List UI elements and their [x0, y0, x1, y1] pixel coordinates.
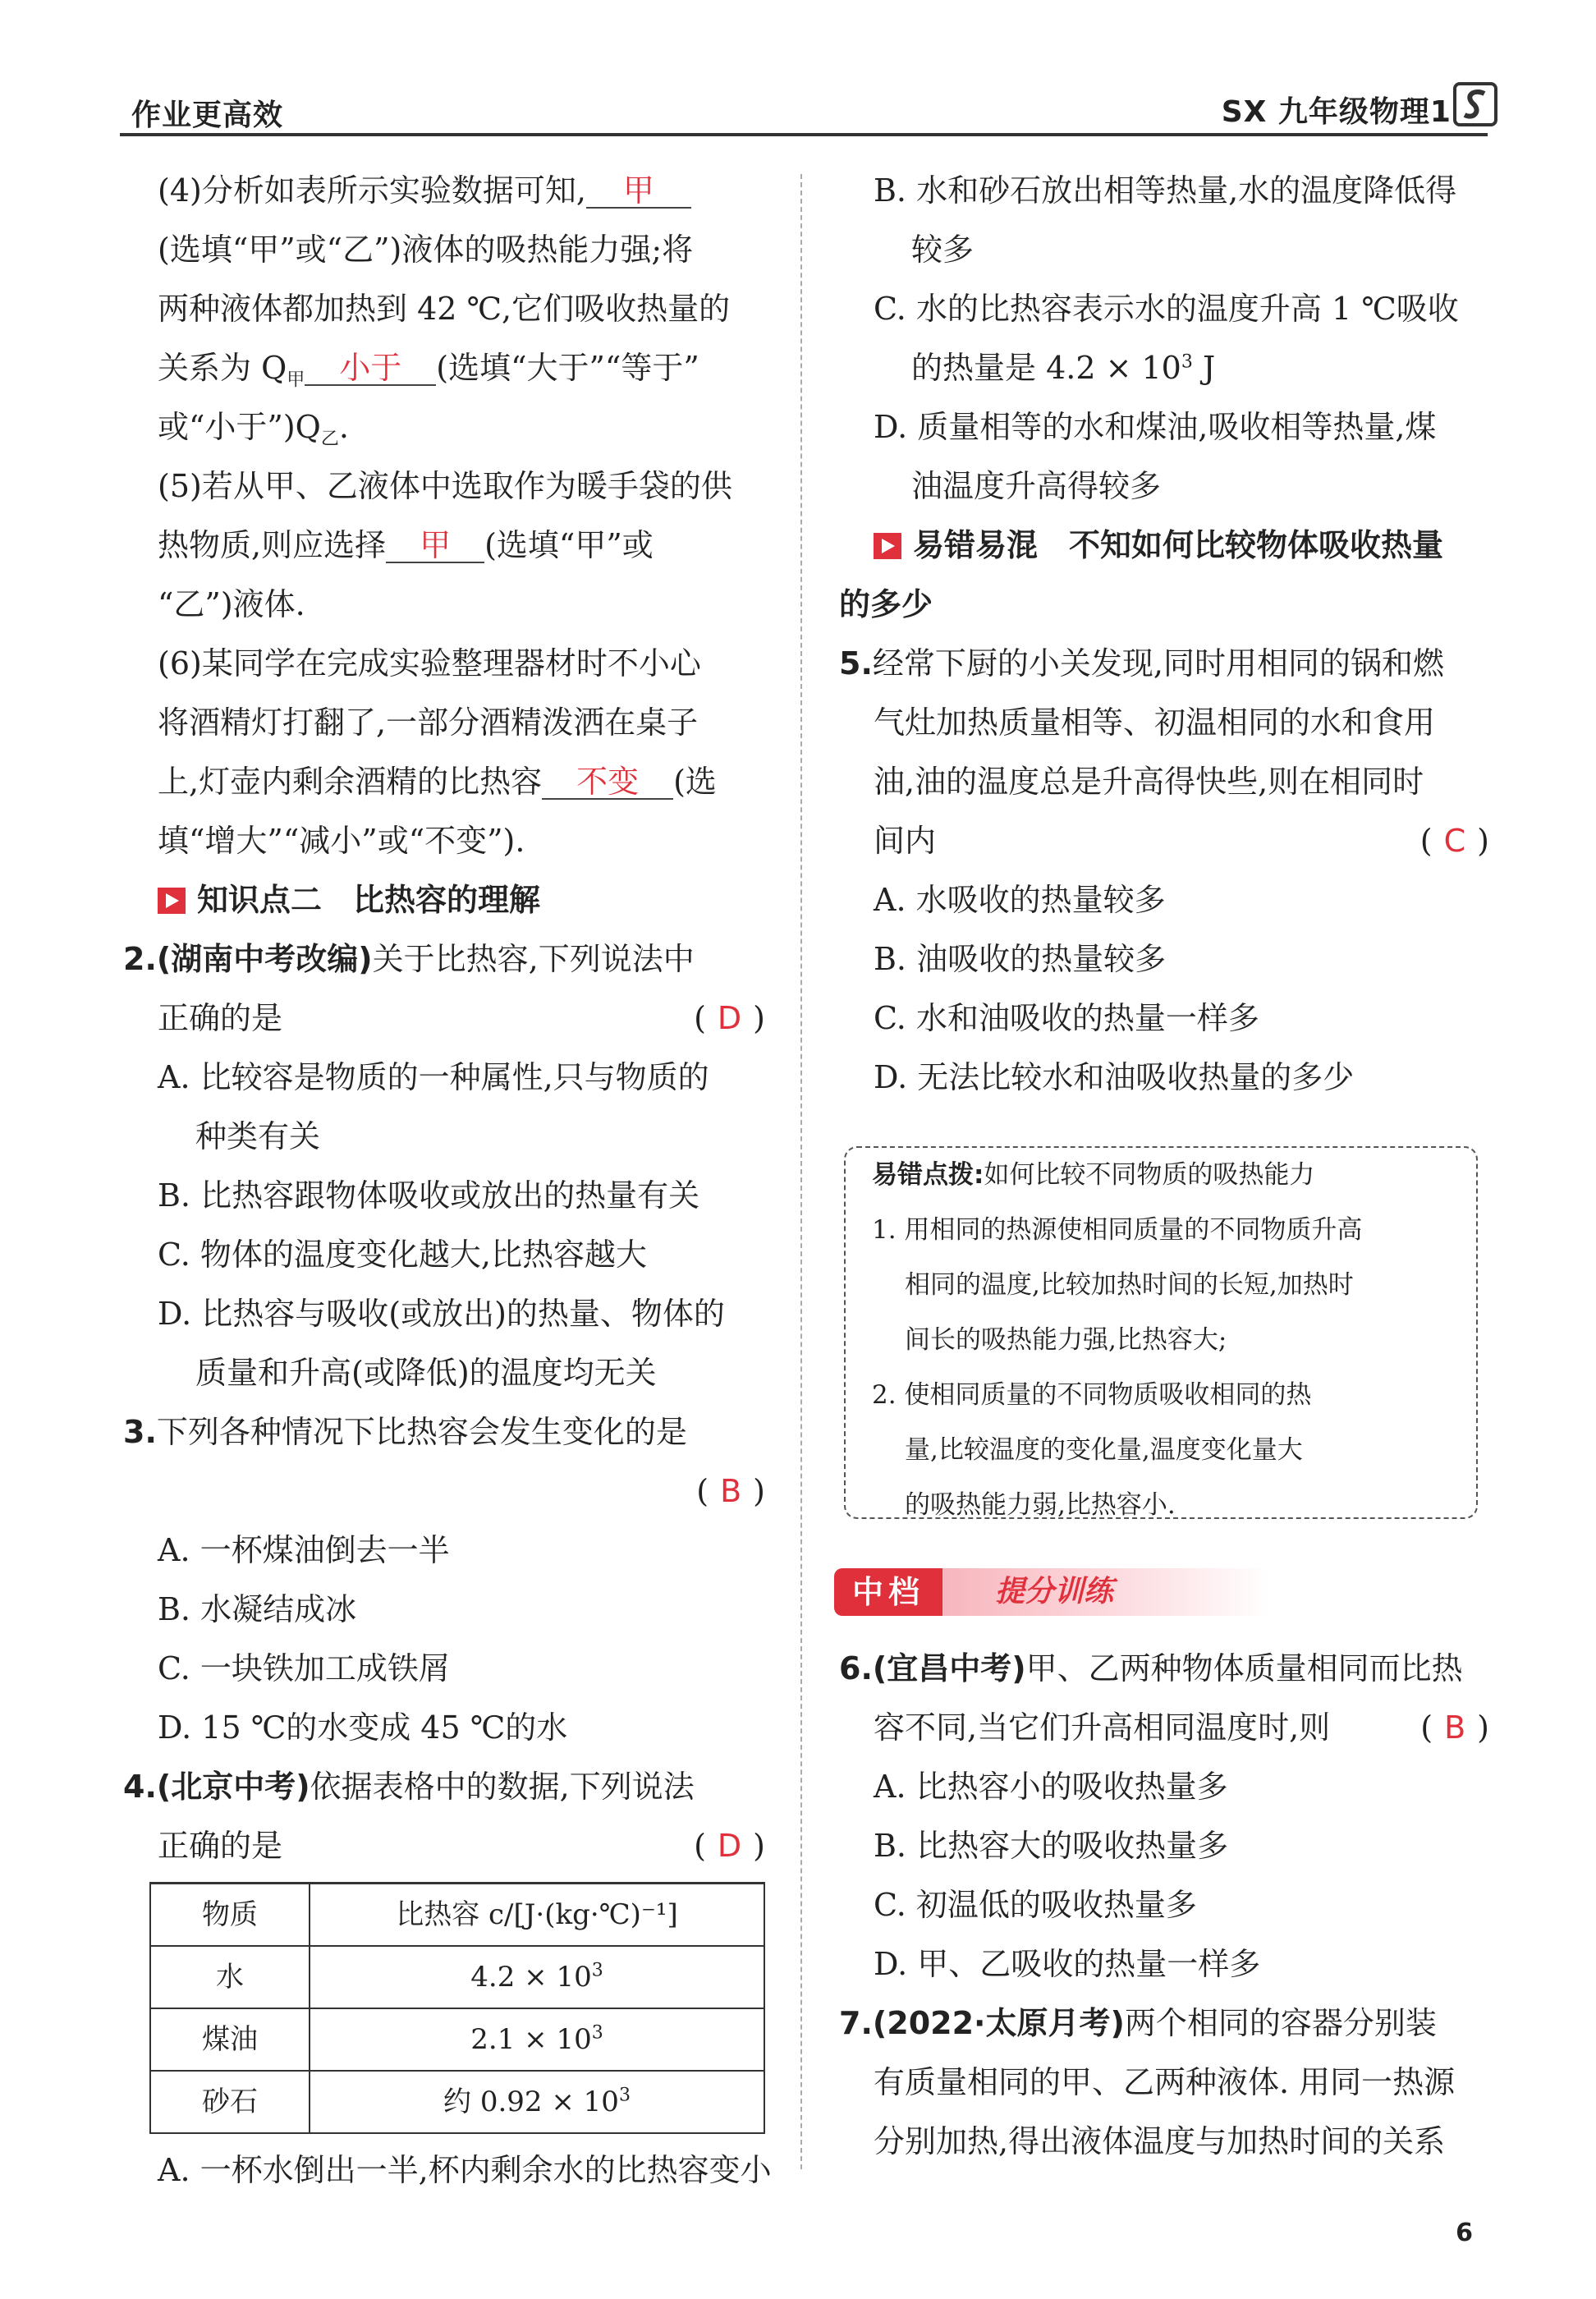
- q4-part4-line3: 两种液体都加热到 42 ℃,它们吸收热量的: [158, 291, 731, 327]
- answer-bracket: ( C ): [1419, 823, 1489, 859]
- question-4: 4.(北京中考)依据表格中的数据,下列说法: [123, 1769, 695, 1805]
- header-left-title: 作业更高效: [131, 99, 284, 132]
- q4-part5-line2: 热物质,则应选择 甲 (选填“甲”或: [158, 527, 654, 563]
- q4-part6-line1: (6)某同学在完成实验整理器材时不小心: [158, 645, 701, 681]
- badge-level: 中档: [834, 1568, 942, 1616]
- q4-option-c: C. 水的比热容表示水的温度升高 1 ℃吸收: [874, 291, 1459, 327]
- q6-option-a: A. 比热容小的吸收热量多: [874, 1769, 1228, 1805]
- q3-option-c: C. 一块铁加工成铁屑: [158, 1650, 450, 1686]
- q4-part6-line2: 将酒精灯打翻了,一部分酒精泼洒在桌子: [158, 704, 699, 741]
- q4-option-c-cont: 的热量是 $4.2 \times 10^3$ J: [911, 350, 1216, 386]
- table-row: 砂石 约 $0.92 \times 10^3$: [150, 2071, 764, 2133]
- answer-blank: 甲: [586, 174, 691, 209]
- q4-part6-line3: 上,灯壶内剩余酒精的比热容 不变 (选: [158, 764, 717, 800]
- q3-option-d: D. 15 ℃的水变成 45 ℃的水: [158, 1709, 568, 1746]
- q2-option-a-cont: 种类有关: [195, 1118, 321, 1154]
- question-7-line2: 有质量相同的甲、乙两种液体. 用同一热源: [874, 2064, 1456, 2100]
- q4-option-b-cont: 较多: [911, 232, 975, 268]
- q5-option-d: D. 无法比较水和油吸收热量的多少: [874, 1059, 1355, 1095]
- question-5-line2: 气灶加热质量相等、初温相同的水和食用: [874, 704, 1436, 741]
- question-3-answer-line: [123, 1462, 772, 1521]
- answer-bracket: ( B ): [696, 1473, 765, 1509]
- tip-point-1-cont: 间长的吸热能力强,比热容大;: [905, 1325, 1227, 1355]
- column-divider: [800, 174, 802, 2169]
- common-mistake-tip-box: [844, 1146, 1478, 1519]
- q4-part4-line1: (4)分析如表所示实验数据可知, 甲: [123, 161, 772, 220]
- question-3: 3.下列各种情况下比热容会发生变化的是: [123, 1414, 687, 1450]
- q4-option-d: D. 质量相等的水和煤油,吸收相等热量,煤: [874, 409, 1437, 445]
- publisher-logo-icon: [1453, 82, 1497, 126]
- q4-part4-line2: (选填“甲”或“乙”)液体的吸热能力强;将: [158, 232, 694, 268]
- table-row: 煤油 $2.1 \times 10^3$: [150, 2008, 764, 2071]
- tip-point-1: 1. 用相同的热源使相同质量的不同物质升高: [872, 1215, 1363, 1245]
- question-4-stem-end: 正确的是 ( D ): [123, 1816, 772, 1875]
- q4-part5-line1: (5)若从甲、乙液体中选取作为暖手袋的供: [158, 468, 732, 504]
- tip-point-2-cont: 量,比较温度的变化量,温度变化量大: [905, 1435, 1303, 1465]
- badge-label: 提分训练: [995, 1575, 1114, 1608]
- q6-option-d: D. 甲、乙吸收的热量一样多: [874, 1946, 1261, 1982]
- question-5: 5.经常下厨的小关发现,同时用相同的锅和燃: [839, 645, 1444, 681]
- q2-option-d: D. 比热容与吸收(或放出)的热量、物体的: [158, 1296, 725, 1332]
- q4-part6-line4: 填“增大”“减小”或“不变”).: [158, 823, 525, 859]
- question-6-line2: 容不同,当它们升高相同温度时,则 ( B ): [839, 1698, 1496, 1757]
- q5-option-c: C. 水和油吸收的热量一样多: [874, 1000, 1259, 1036]
- q4-option-b: B. 水和砂石放出相等热量,水的温度降低得: [874, 172, 1457, 209]
- q3-option-b: B. 水凝结成冰: [158, 1591, 357, 1627]
- tip-point-1-cont: 相同的温度,比较加热时间的长短,加热时: [905, 1270, 1354, 1300]
- q4-option-a: A. 一杯水倒出一半,杯内剩余水的比热容变小: [158, 2152, 772, 2188]
- q6-option-c: C. 初温低的吸收热量多: [874, 1887, 1197, 1923]
- right-column-lower: [839, 1639, 1496, 2171]
- section-heading-3: 易错易混 不知如何比较物体吸收热量: [839, 516, 1496, 575]
- q4-part5-line3: “乙”)液体.: [158, 586, 305, 622]
- q2-option-a: A. 比较容是物质的一种属性,只与物质的: [158, 1059, 709, 1095]
- q5-option-b: B. 油吸收的热量较多: [874, 941, 1167, 977]
- q4-part4-line5: 或“小于$”)Q_乙$.: [158, 409, 349, 450]
- q2-option-b: B. 比热容跟物体吸收或放出的热量有关: [158, 1177, 700, 1214]
- answer-bracket: ( D ): [694, 1828, 765, 1864]
- question-7-line3: 分别加热,得出液体温度与加热时间的关系: [874, 2123, 1446, 2159]
- q3-option-a: A. 一杯煤油倒去一半: [158, 1532, 450, 1568]
- answer-blank: 小于: [305, 351, 436, 386]
- play-arrow-icon: [158, 888, 186, 914]
- left-column: [123, 161, 772, 2200]
- header-rule: [120, 133, 1488, 136]
- answer-blank: 不变: [542, 765, 673, 800]
- q4-option-d-cont: 油温度升高得较多: [911, 468, 1162, 504]
- q6-option-b: B. 比热容大的吸收热量多: [874, 1828, 1229, 1864]
- answer-bracket: ( B ): [1420, 1709, 1489, 1746]
- answer-blank: 甲: [386, 529, 484, 563]
- difficulty-badge: [834, 1568, 1277, 1616]
- table-header-substance: 物质: [150, 1884, 310, 1947]
- q4-part4-line4: 关系为 $Q_甲$ 小于 (选填“大于”“等于”: [158, 350, 699, 391]
- question-5-line3: 油,油的温度总是升高得快些,则在相同时: [874, 764, 1424, 800]
- specific-heat-table: [149, 1882, 765, 2134]
- play-arrow-icon: [874, 533, 901, 559]
- table-row: 水 $4.2 \times 10^3$: [150, 1946, 764, 2008]
- question-6: 6.(宜昌中考)甲、乙两种物体质量相同而比热: [839, 1650, 1463, 1686]
- question-7: 7.(2022·太原月考)两个相同的容器分别装: [839, 2005, 1437, 2041]
- right-column: [839, 161, 1496, 1107]
- table-header-heat-capacity: 比热容 c/[J·(kg·℃)⁻¹]: [310, 1884, 764, 1947]
- section-heading-3-cont: 的多少: [839, 586, 933, 622]
- q5-option-a: A. 水吸收的热量较多: [874, 882, 1166, 918]
- question-5-line4: 间内 ( C ): [839, 811, 1496, 870]
- question-2-stem-end: 正确的是 ( D ): [123, 989, 772, 1048]
- tip-title: 易错点拨:如何比较不同物质的吸热能力: [872, 1160, 1315, 1190]
- q2-option-c: C. 物体的温度变化越大,比热容越大: [158, 1237, 647, 1273]
- page-number: 6: [1456, 2219, 1473, 2247]
- answer-bracket: ( D ): [694, 1000, 765, 1036]
- question-2: 2.(湖南中考改编)关于比热容,下列说法中: [123, 941, 695, 977]
- header-right-title: SX 九年级物理1: [1221, 95, 1452, 129]
- q2-option-d-cont: 质量和升高(或降低)的温度均无关: [195, 1355, 657, 1391]
- tip-point-2: 2. 使相同质量的不同物质吸收相同的热: [872, 1380, 1312, 1410]
- section-heading-2: 知识点二 比热容的理解: [123, 870, 772, 929]
- tip-point-2-cont: 的吸热能力弱,比热容小.: [905, 1490, 1176, 1520]
